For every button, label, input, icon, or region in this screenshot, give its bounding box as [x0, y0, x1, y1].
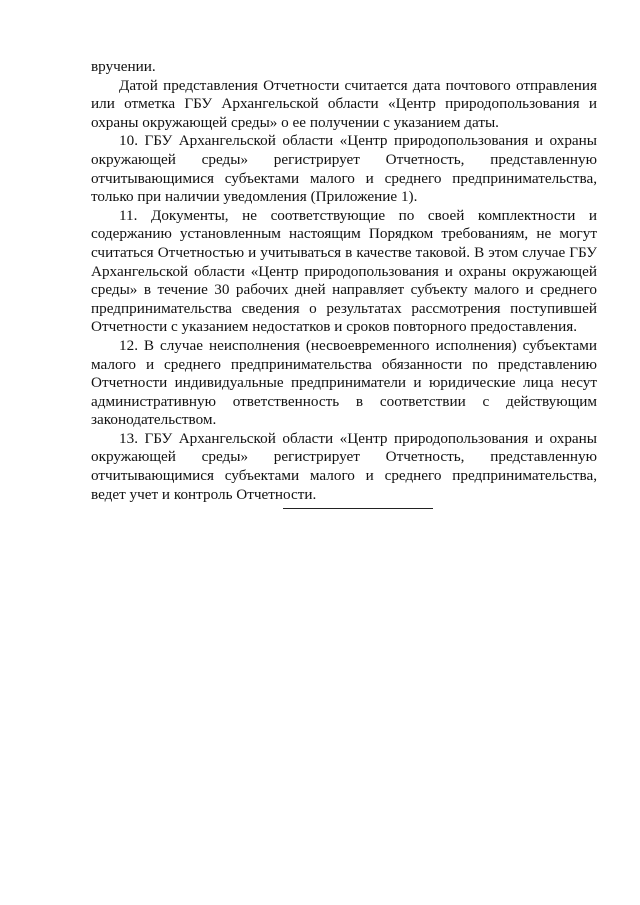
- paragraph-item-13: 13. ГБУ Архангельской области «Центр природопользования и охраны окружающей среды» регистрирует Отчетность, представленную отчитывающимися субъектами малого и среднего предпринимательства, ведет учет и контроль Отчетности.: [91, 429, 597, 503]
- paragraph-continuation: вручении.: [91, 58, 156, 75]
- end-of-document-line: [283, 508, 433, 509]
- paragraph-submission-date: Датой представления Отчетности считается дата почтового отправления или отметка ГБУ Архангельской области «Центр природопользования и охраны окружающей среды» о ее получении с указанием даты.: [91, 76, 597, 131]
- document-body: [91, 58, 597, 504]
- paragraph-item-12: 12. В случае неисполнения (несвоевременного исполнения) субъектами малого и среднего предпринимательства обязанности по представлению Отчетности индивидуальные предприниматели и юридические лица несут административную ответственность в соответствии с действующим законодательством.: [91, 336, 597, 429]
- paragraph-item-11: 11. Документы, не соответствующие по своей комплектности и содержанию установленным настоящим Порядком требованиям, не могут считаться Отчетностью и учитываться в качестве таковой. В этом случае ГБУ Архангельской области «Центр природопользования и охраны окружающей среды» в течение 30 рабочих дней направляет субъекту малого и среднего предпринимательства сведения о результатах рассмотрения поступившей Отчетности с указанием недостатков и сроков повторного предоставления.: [91, 206, 597, 336]
- paragraph-item-10: 10. ГБУ Архангельской области «Центр природопользования и охраны окружающей среды» регистрирует Отчетность, представленную отчитывающимися субъектами малого и среднего предпринимательства, только при наличии уведомления (Приложение 1).: [91, 132, 597, 206]
